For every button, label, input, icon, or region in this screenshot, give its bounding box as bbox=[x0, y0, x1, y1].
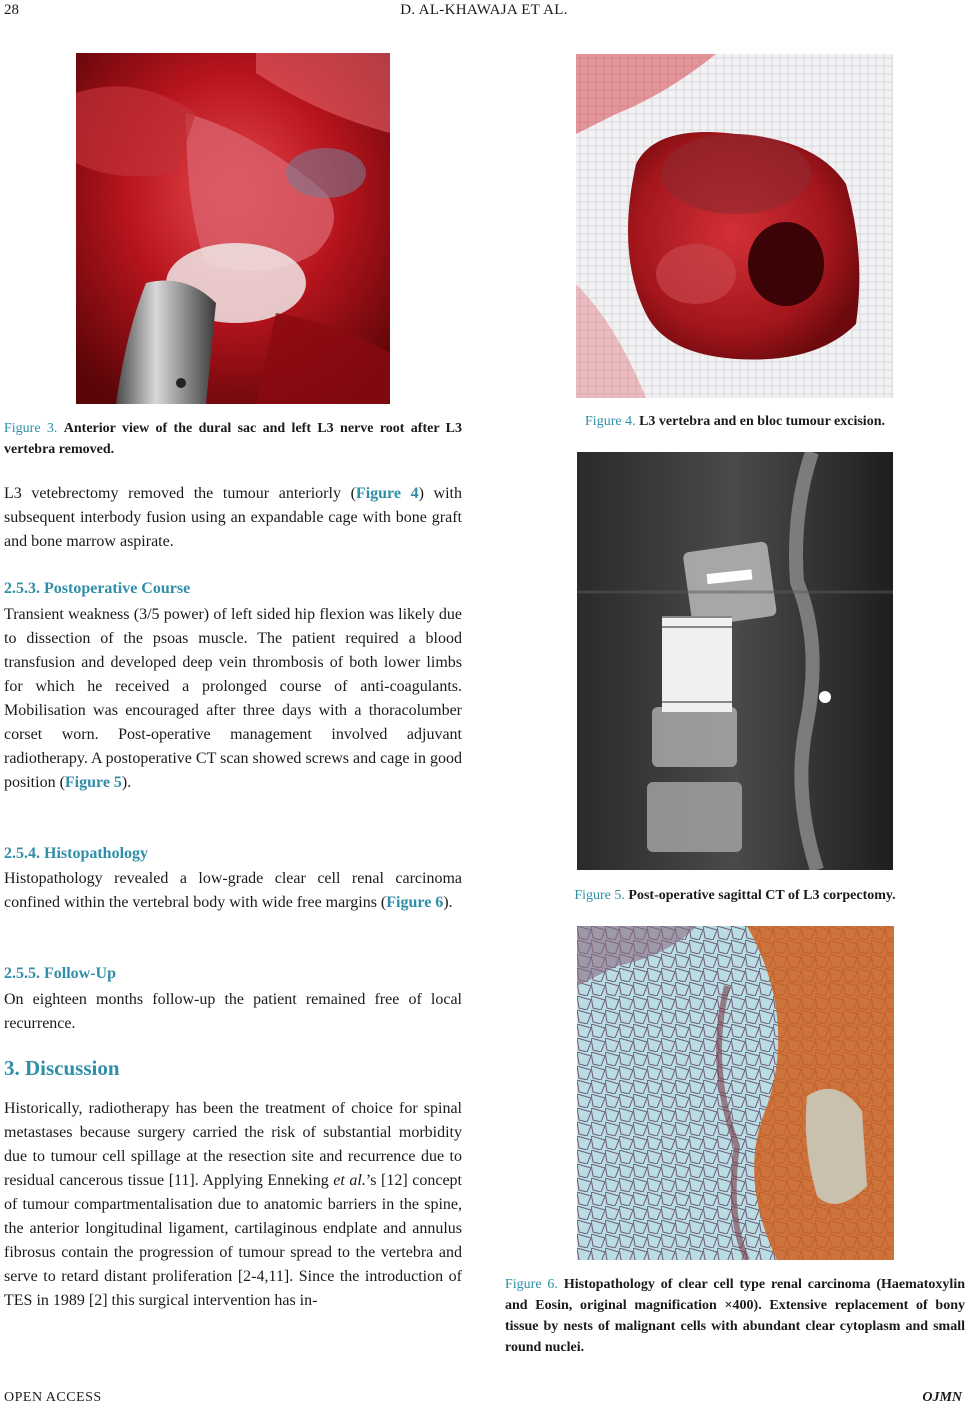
figure-3-caption-text: Anterior view of the dural sac and left L3 nerve root after L3 vertebra removed. bbox=[4, 421, 462, 457]
footer-open-access: OPEN ACCESS bbox=[4, 1390, 102, 1405]
paragraph-histopathology bbox=[4, 867, 462, 915]
para1-text-b: ) with subsequent interbody fusion using an expandable cage with bone graft and bone marrow aspirate. bbox=[4, 485, 463, 550]
sec253-text-b: ). bbox=[121, 774, 132, 791]
sec253-text-a: Transient weakness (3/5 power) of left sided hip flexion was likely due to dissection of the psoas muscle. The patient required a blood transfusion and developed deep vein thrombosis of both lower limbs for which he received a prolonged course of anti-coagulants. Mobilisation was encouraged after three days with a thoracolumber corset worn. Post-operative management involved adjuvant radiotherapy. A postoperative CT scan showed screws and cage in good position ( bbox=[4, 606, 462, 791]
figure-4-caption-text: L3 vertebra and en bloc tumour excision. bbox=[639, 414, 885, 429]
running-title: D. AL-KHAWAJA ET AL. bbox=[400, 2, 568, 18]
sec3-text-a: Historically, radiotherapy has been the treatment of choice for spinal metastases because surgery carried the risk of substantial morbidity due to tumour cell spillage at the resection site and recurrence due to residual cancerous tissue [11]. Applying Enneking bbox=[4, 1100, 462, 1189]
sec3-et-al: et al. bbox=[333, 1172, 366, 1189]
heading-follow-up: 2.5.5. Follow-Up bbox=[4, 965, 116, 982]
heading-histopathology: 2.5.4. Histopathology bbox=[4, 845, 149, 862]
figure-3-label: Figure 3. bbox=[4, 421, 58, 436]
figure-5-label: Figure 5. bbox=[574, 888, 625, 903]
figure-4-caption bbox=[505, 411, 965, 432]
figure-5-caption bbox=[505, 885, 965, 906]
figure-4-image bbox=[576, 54, 893, 398]
figure-4-link[interactable]: Figure 4 bbox=[355, 485, 419, 502]
figure-3-caption bbox=[4, 418, 462, 460]
paragraph-follow-up: On eighteen months follow-up the patient remained free of local recurrence. bbox=[4, 991, 462, 1032]
sec3-text-b: ’s [12] concept of tumour compartmentalisation due to anatomic barriers in the spine, the anterior longitudinal ligament, cartilaginous endplate and annulus fibrosus contain the progression of tumour spread to the vertebra and serve to retard distant proliferation [2-4,11]. Since the introduction of TES in 1989 [2] this surgical intervention has in- bbox=[4, 1172, 462, 1309]
figure-5-caption-text: Post-operative sagittal CT of L3 corpectomy. bbox=[628, 888, 896, 903]
figure-6-image bbox=[577, 926, 894, 1260]
sec254-text-a: Histopathology revealed a low-grade clear cell renal carcinoma confined within the vertebral body with wide free margins ( bbox=[4, 870, 462, 911]
sec254-text-b: ). bbox=[443, 894, 453, 911]
figure-3-image bbox=[76, 53, 390, 404]
paragraph-vertebrectomy bbox=[4, 482, 462, 554]
figure-6-link[interactable]: Figure 6 bbox=[386, 894, 444, 911]
figure-6-label: Figure 6. bbox=[505, 1277, 558, 1292]
figure-6-caption bbox=[505, 1274, 965, 1358]
page-number: 28 bbox=[4, 2, 19, 18]
figure-5-image bbox=[577, 452, 893, 870]
figure-5-link[interactable]: Figure 5 bbox=[64, 774, 122, 791]
paragraph-postoperative-course bbox=[4, 603, 462, 795]
footer-journal: OJMN bbox=[922, 1390, 962, 1405]
figure-6-caption-text: Histopathology of clear cell type renal carcinoma (Haematoxylin and Eosin, original magnification ×400). Extensive replacement of bony tissue by nests of malignant cells with abundant clear cytoplasm and small round nuclei. bbox=[505, 1277, 965, 1355]
heading-discussion: 3. Discussion bbox=[4, 1056, 120, 1080]
heading-postoperative-course: 2.5.3. Postoperative Course bbox=[4, 580, 191, 597]
paragraph-discussion bbox=[4, 1097, 462, 1313]
figure-4-label: Figure 4. bbox=[585, 414, 636, 429]
para1-text-a: L3 vetebrectomy removed the tumour anteriorly ( bbox=[4, 485, 356, 502]
